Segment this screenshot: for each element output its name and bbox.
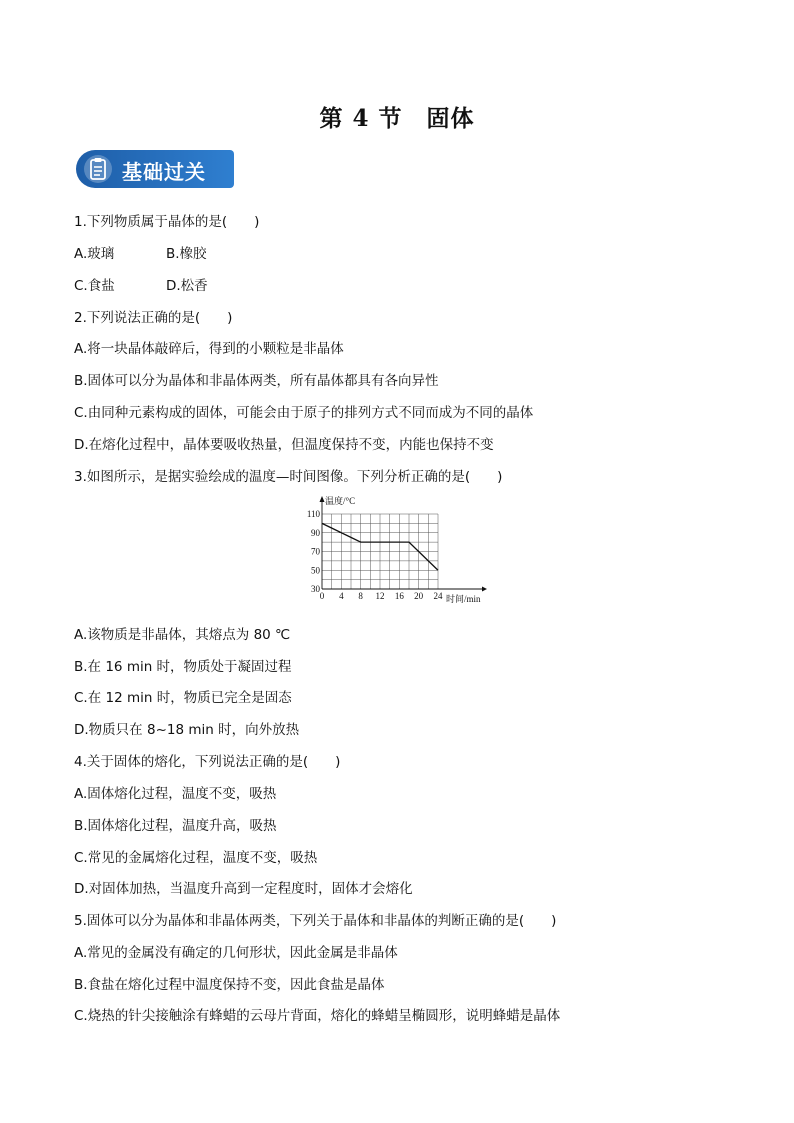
question-2-option-b: B.固体可以分为晶体和非晶体两类，所有晶体都具有各向异性 bbox=[74, 373, 439, 389]
question-5-option-b: B.食盐在熔化过程中温度保持不变，因此食盐是晶体 bbox=[74, 977, 385, 993]
chart-y-axis-arrow bbox=[320, 496, 325, 502]
chart-x-tick-label: 4 bbox=[339, 591, 344, 601]
chart-grid bbox=[322, 514, 438, 589]
chart-y-tick-label: 70 bbox=[311, 546, 320, 557]
chart-axes bbox=[320, 496, 488, 592]
question-3-stem: 3.如图所示，是据实验绘成的温度—时间图像。下列分析正确的是( ) bbox=[74, 469, 503, 485]
chart-y-tick-label: 50 bbox=[311, 565, 320, 576]
chart-x-axis-arrow bbox=[482, 587, 487, 592]
question-5-option-c: C.烧热的针尖接触涂有蜂蜡的云母片背面，熔化的蜂蜡呈椭圆形，说明蜂蜡是晶体 bbox=[74, 1008, 561, 1024]
question-4-option-d: D.对固体加热，当温度升高到一定程度时，固体才会熔化 bbox=[74, 881, 413, 897]
page-title: 第 4 节 固体 bbox=[319, 105, 475, 132]
chart-x-axis-label: 时间/min bbox=[446, 594, 481, 604]
chart-y-tick-label: 110 bbox=[306, 509, 320, 519]
question-3-option-b: B.在 16 min 时，物质处于凝固过程 bbox=[74, 659, 292, 675]
question-3-option-d: D.物质只在 8~18 min 时，向外放热 bbox=[74, 722, 300, 738]
chart-y-axis-label: 温度/°C bbox=[325, 496, 356, 506]
temperature-time-chart bbox=[294, 494, 494, 606]
question-1-option-b: B.橡胶 bbox=[166, 246, 207, 262]
question-5-stem: 5.固体可以分为晶体和非晶体两类，下列关于晶体和非晶体的判断正确的是( ) bbox=[74, 913, 557, 929]
section-badge bbox=[76, 150, 236, 190]
chart-x-tick-label: 12 bbox=[375, 591, 385, 601]
section-badge-label: 基础过关 bbox=[122, 160, 206, 184]
clipboard-icon bbox=[84, 154, 112, 184]
chart-y-tick-label: 90 bbox=[311, 527, 320, 538]
question-2-option-d: D.在熔化过程中，晶体要吸收热量，但温度保持不变，内能也保持不变 bbox=[74, 437, 494, 453]
question-2-stem: 2.下列说法正确的是( ) bbox=[74, 310, 233, 326]
chart-x-tick-label: 20 bbox=[414, 591, 424, 601]
question-1-option-d: D.松香 bbox=[166, 278, 208, 294]
question-2-option-a: A.将一块晶体敲碎后，得到的小颗粒是非晶体 bbox=[74, 341, 344, 357]
chart-x-tick-label: 0 bbox=[319, 591, 325, 601]
question-1-option-c: C.食盐 bbox=[74, 278, 115, 294]
chart-x-tick-label: 8 bbox=[358, 591, 363, 601]
question-4-stem: 4.关于固体的熔化，下列说法正确的是( ) bbox=[74, 754, 341, 770]
question-5-option-a: A.常见的金属没有确定的几何形状，因此金属是非晶体 bbox=[74, 945, 398, 961]
question-3-option-c: C.在 12 min 时，物质已完全是固态 bbox=[74, 690, 292, 706]
chart-x-tick-label: 24 bbox=[433, 591, 443, 601]
question-1-stem: 1.下列物质属于晶体的是( ) bbox=[74, 214, 260, 230]
question-3-option-a: A.该物质是非晶体，其熔点为 80 ℃ bbox=[74, 627, 291, 643]
question-2-option-c: C.由同种元素构成的固体，可能会由于原子的排列方式不同而成为不同的晶体 bbox=[74, 405, 534, 421]
question-1-option-a: A.玻璃 bbox=[74, 246, 115, 262]
question-4-option-a: A.固体熔化过程，温度不变，吸热 bbox=[74, 786, 277, 802]
chart-x-tick-label: 16 bbox=[394, 591, 404, 601]
question-4-option-b: B.固体熔化过程，温度升高，吸热 bbox=[74, 818, 277, 834]
chart-y-tick-label: 30 bbox=[311, 584, 320, 594]
question-4-option-c: C.常见的金属熔化过程，温度不变，吸热 bbox=[74, 850, 318, 866]
